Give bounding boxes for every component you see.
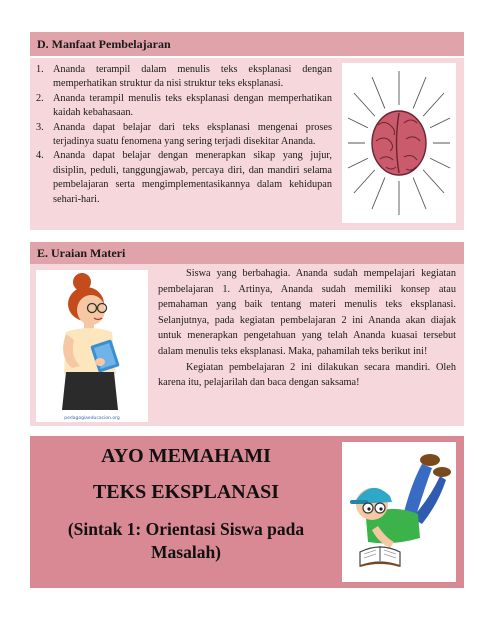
student-reading-icon: [342, 442, 456, 582]
teacher-caption: pedagogiaeducacion.org: [64, 416, 120, 421]
item-number: 4.: [36, 150, 44, 162]
teacher-image: [36, 270, 148, 422]
banner-title: [36, 440, 336, 564]
list-item: [36, 149, 332, 207]
section-d-title: D. Manfaat Pembelajaran: [37, 37, 171, 51]
teacher-icon: [36, 270, 148, 422]
brain-image: [342, 63, 456, 223]
item-number: 1.: [36, 64, 44, 75]
banner-line-2: TEKS EKSPLANASI: [92, 481, 280, 503]
paragraph: Siswa yang berbahagia. Ananda sudah mempelajari kegiatan pembelajaran 1. Artinya, Ananda sudah memiliki konsep atau pemahaman yang baik tentang materi menulis teks eksplanasi. Selanjutnya, pada kegiatan pembelajaran 2 ini Ananda akan diajak untuk menerapkan pengetahuan yang telah Ananda kuasai tersebut dalam menulis teks eksplanasi. Maka, pahamilah teks berikut ini!: [158, 268, 456, 357]
item-number: 3.: [36, 121, 44, 133]
section-e-header: [30, 242, 464, 264]
paragraph: Kegiatan pembelajaran 2 ini dilakukan secara mandiri. Oleh karena itu, pelajarilah dan baca dengan saksama!: [158, 361, 456, 389]
brain-icon: [342, 63, 456, 223]
section-e-title: E. Uraian Materi: [37, 246, 126, 260]
item-number: 2.: [36, 92, 44, 104]
section-e-body: [158, 266, 456, 391]
banner-line-3: (Sintak 1: Orientasi Siswa pada Masalah): [67, 519, 305, 562]
list-item: [36, 63, 332, 92]
item-text: Ananda dapat belajar dari teks eksplanasi mengenai proses terjadinya suatu fenomena yang sering terjadi disekitar Ananda.: [53, 121, 332, 148]
list-item: [36, 121, 332, 150]
item-text: Ananda terampil menulis teks eksplanasi dengan memperhatikan kaidah kebahasaan.: [53, 92, 332, 119]
section-d-header: [30, 32, 464, 56]
item-text: Ananda dapat belajar dengan menerapkan sikap yang jujur, disiplin, peduli, tanggungjawab, percaya diri, dan mandiri selama pembelajaran serta mengimplementasikannya dalam kehidupan sehari-hari.: [53, 150, 332, 205]
student-image: [342, 442, 456, 582]
item-text: Ananda terampil dalam menulis teks eksplanasi dengan memperhatikan struktur da nisi struktur teks eksplanasi.: [53, 64, 332, 90]
banner-line-1: AYO MEMAHAMI: [101, 445, 271, 467]
list-item: [36, 92, 332, 121]
benefits-list: [36, 63, 332, 207]
